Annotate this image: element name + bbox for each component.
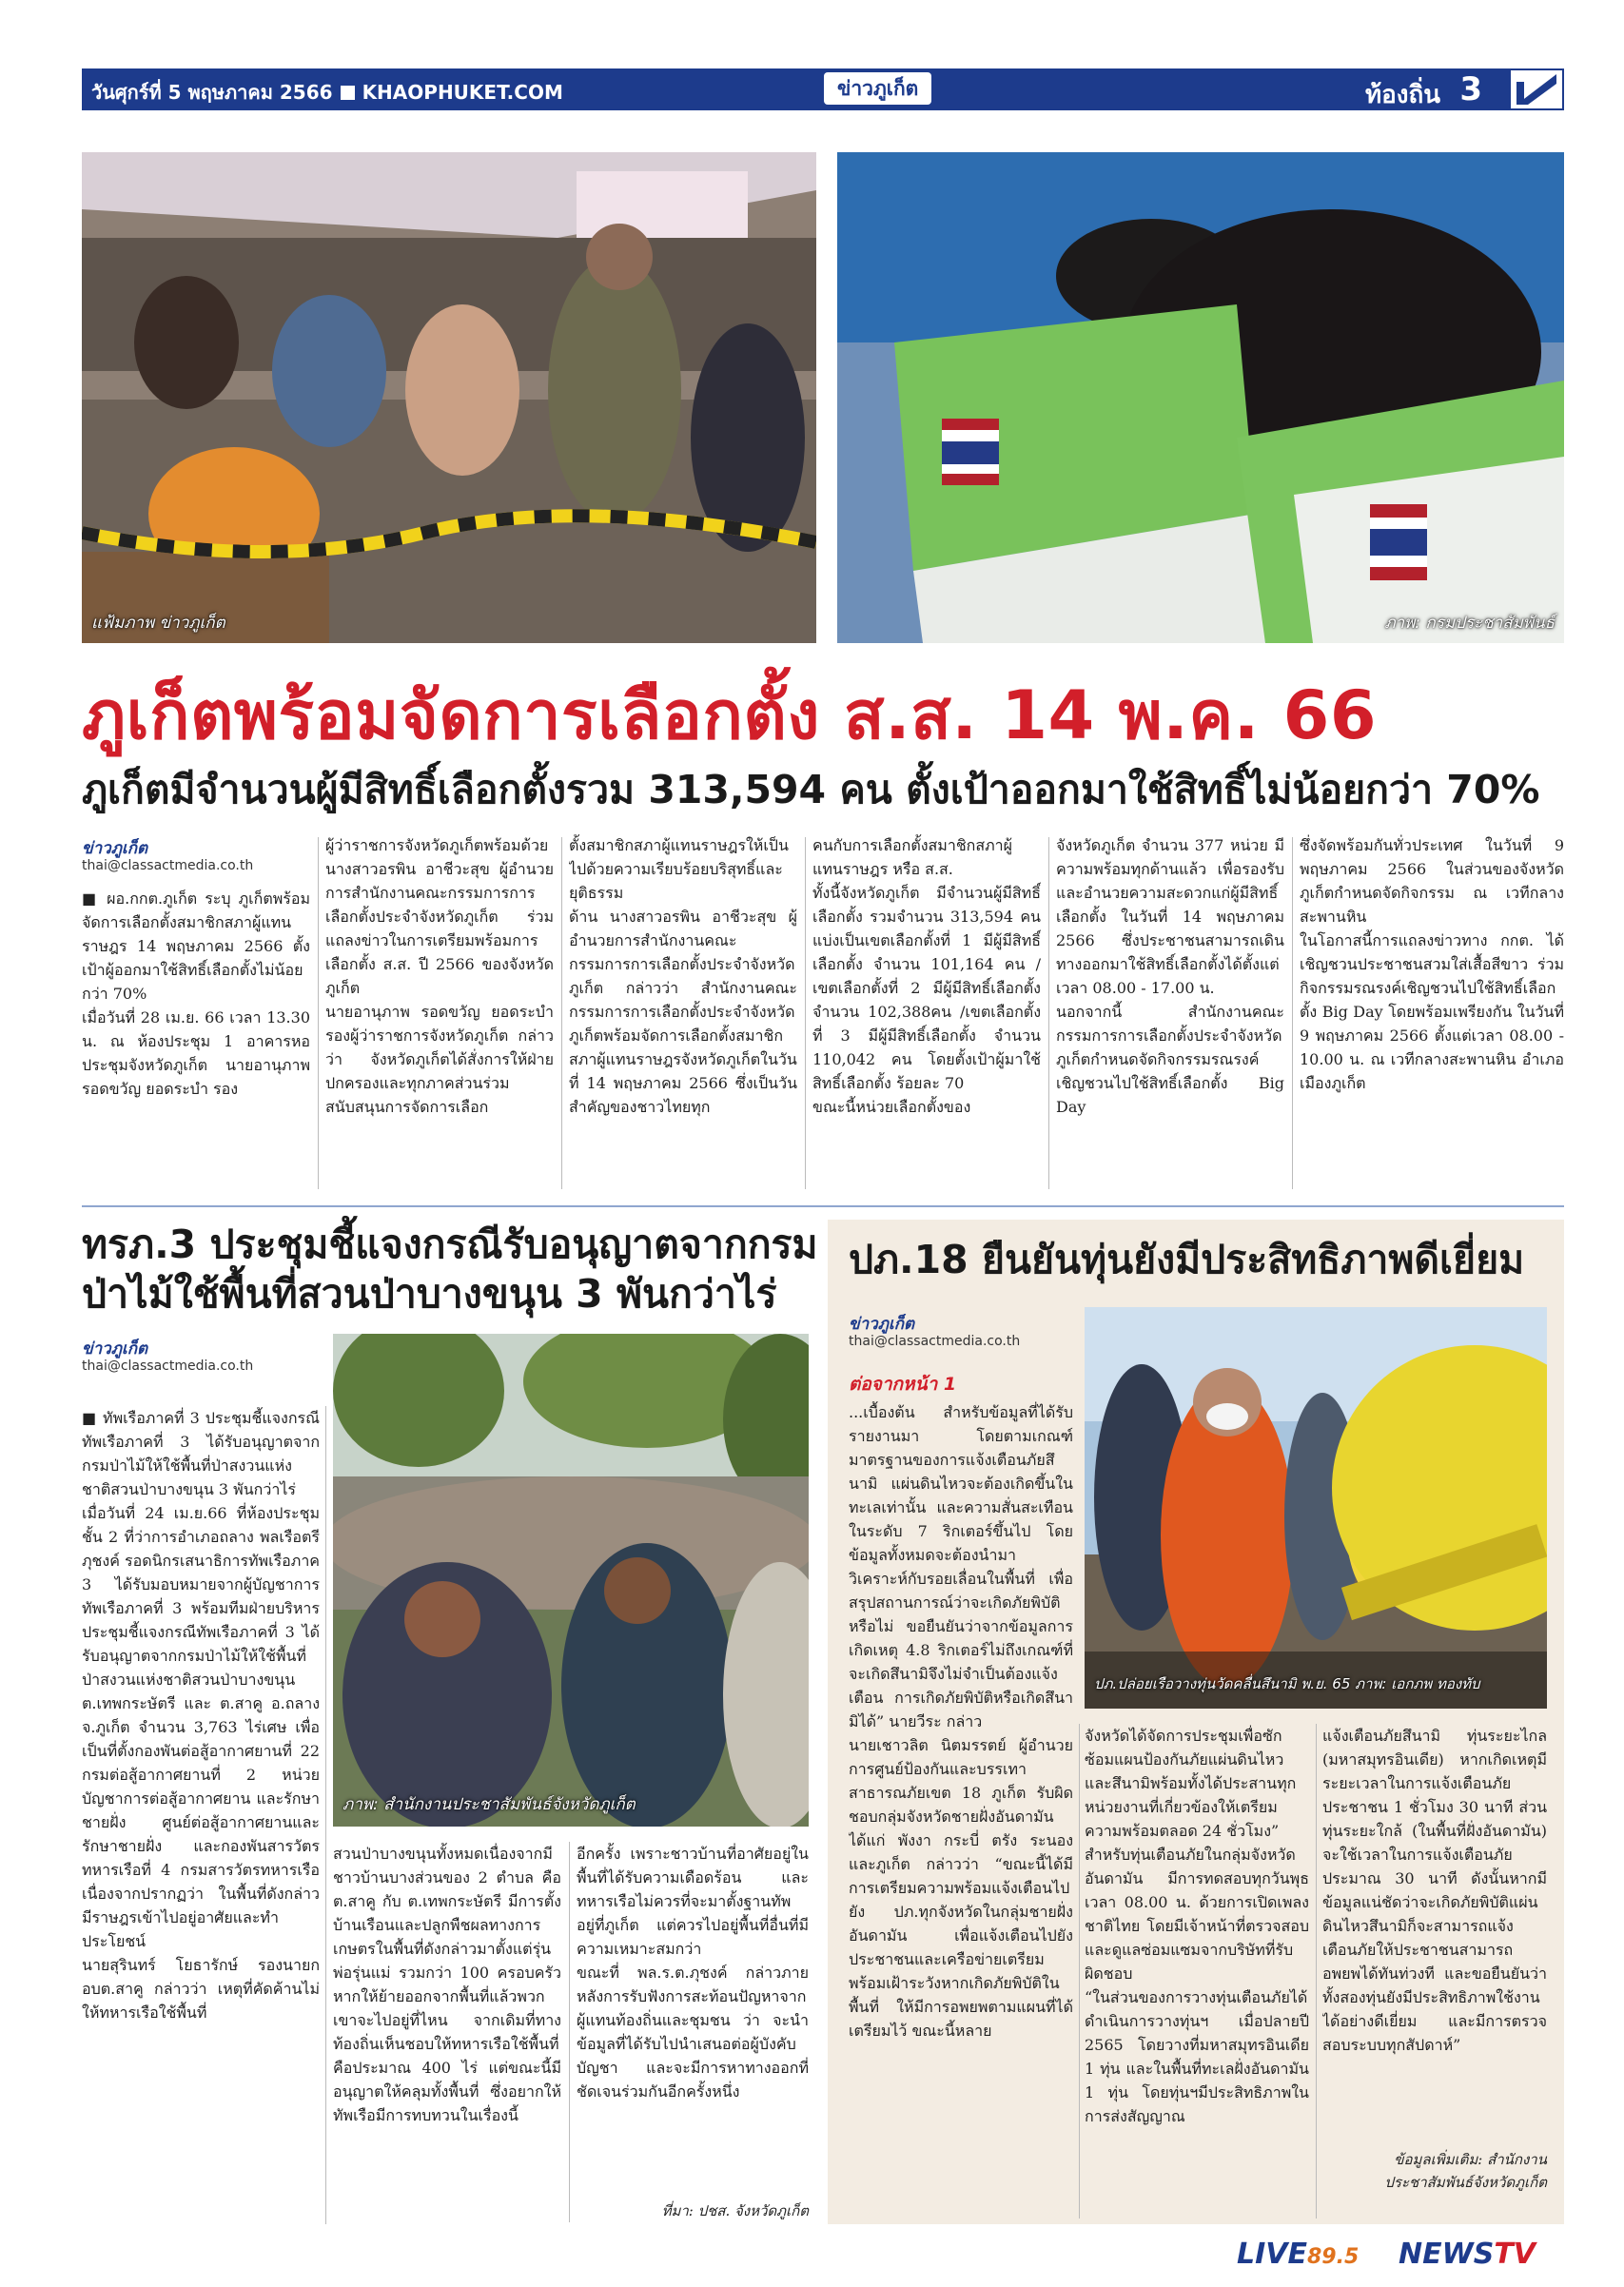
- navy-column-2: สวนป่าบางขนุนทั้งหมดเนื่องจากมีชาวบ้านบางส่วนของ 2 ตำบล คือ ต.สาคู กับ ต.เทพกระษัตรี มีการตั้งบ้านเรือนและปลูกพืชผลทางการเกษตรในพื้นที่ดังกล่าวมาตั้งแต่รุ่นพ่อรุ่นแม่ รวมกว่า 100 ครอบครัว หากให้ย้ายออกจากพื้นที่แล้วพวกเขาจะไปอยู่ที่ไหน จากเดิมที่ทางท้องถิ่นเห็นชอบให้ทหารเรือใช้พื้นที่ คือประมาณ 400 ไร่ แต่ขณะนี้มีอนุญาตให้คลุมทั้งพื้นที่ ซึ่งอยากให้ทัพเรือมีการทบทวนในเรื่องนี้: [333, 1845, 561, 2124]
- navy-column-1: ■ ทัพเรือภาคที่ 3 ประชุมชี้แจงกรณี ทัพเรือภาคที่ 3 ได้รับอนุญาตจากกรมป่าไม้ให้ใช้พื้นที่ป่าสงวนแห่งชาติสวนป่าบางขนุน 3 พันกว่าไร่ เมื่อวันที่ 24 เม.ย.66 ที่ห้องประชุม ชั้น 2 ที่ว่าการอำเภอถลาง พลเรือตรี ภุชงค์ รอดนิกรเสนาธิการทัพเรือภาค 3 ได้รับมอบหมายจากผู้บัญชาการทัพเรือภาคที่ 3 พร้อมทีมฝ่ายบริหารประชุมชี้แจงกรณีทัพเรือภาคที่ 3 ได้รับอนุญาตจากกรมป่าไม้ให้ใช้พื้นที่ป่าสงวนแห่งชาติสวนป่าบางขนุน ต.เทพกระษัตรี และ ต.สาคู อ.ถลาง จ.ภูเก็ต จำนวน 3,763 ไร่เศษ เพื่อเป็นที่ตั้งกองพันต่อสู้อากาศยานที่ 22 กรมต่อสู้อากาศยานที่ 2 หน่วยบัญชาการต่อสู้อากาศยาน และรักษาชายฝั่ง ศูนย์ต่อสู้อากาศยานและรักษาชายฝั่ง และกองพันสารวัตรทหารเรือที่ 4 กรมสารวัตรทหารเรือ เนื่องจากปรากฏว่า ในพื้นที่ดังกล่าวมีราษฎรเข้าไปอยู่อาศัยและทำประโยชน์ นายสุรินทร์ โยธารักษ์ รองนายก อบต.สาคู กล่าวว่า เหตุที่คัดค้านไม่ให้ทหารเรือใช้พื้นที่: [82, 1409, 320, 2022]
- section-divider: [82, 1205, 1564, 1207]
- photo-caption: ภาพ: กรมประชาสัมพันธ์: [1384, 614, 1555, 633]
- column-rule: [318, 837, 319, 1189]
- photo-caption: แฟ้มภาพ ข่าวภูเก็ต: [91, 614, 225, 633]
- navy-column-3: อีกครั้ง เพราะชาวบ้านที่อาศัยอยู่ในพื้นที่ได้รับความเดือดร้อน และทหารเรือไม่ควรที่จะมาตั้งฐานทัพอยู่ที่ภูเก็ต แต่ควรไปอยู่พื้นที่อื่นที่มีความเหมาะสมกว่า ขณะที่ พล.ร.ต.ภุชงค์ กล่าวภายหลังการรับฟังการสะท้อนปัญหาจากผู้แทนท้องถิ่นและชุมชน ว่า จะนำข้อมูลที่ได้รับไปนำเสนอต่อผู้บังคับบัญชา และจะมีการหาทางออกที่ชัดเจนร่วมกันอีกครั้งหนึ่ง: [577, 1845, 809, 2101]
- page-number: 3: [1459, 70, 1482, 108]
- lead-column-1: ■ ผอ.กกต.ภูเก็ต ระบุ ภูเก็ตพร้อมจัดการเลือกตั้งสมาชิกสภาผู้แทนราษฎร 14 พฤษภาคม 2566 ตั้งเป้าผู้ออกมาใช้สิทธิ์เลือกตั้งไม่น้อยกว่า 70% เมื่อวันที่ 28 เม.ย. 66 เวลา 13.30 น. ณ ห้องประชุม 1 อาคารหอประชุมจังหวัดภูเก็ต นายอานุภาพ รอดขวัญ ยอดระบำ รอง: [82, 889, 310, 1098]
- tsunami-source: [1322, 2148, 1547, 2194]
- continued-from-page-1: ต่อจากหน้า 1: [849, 1374, 957, 1395]
- navy-story-title-line1: ทรภ.3 ประชุมชี้แจงกรณีรับอนุญาตจากกรม: [82, 1222, 818, 1267]
- tv-logo-text: TV: [1494, 2238, 1536, 2271]
- column-rule: [1292, 837, 1293, 1189]
- photo-election-registration-image: [82, 152, 816, 643]
- tsunami-story-title: ปภ.18 ยืนยันทุ่นยังมีประสิทธิภาพดีเยี่ยม: [849, 1237, 1525, 1282]
- website-link[interactable]: KHAOPHUKET.COM: [362, 81, 563, 104]
- photo-navy-meeting-image: [333, 1334, 809, 1827]
- tsunami-byline: ข่าวภูเก็ต: [849, 1315, 915, 1334]
- navy-story-title: [82, 1220, 818, 1319]
- tsunami-source-line1: ข้อมูลเพิ่มเติม: สำนักงาน: [1394, 2151, 1547, 2168]
- photo-voting-booth: [837, 152, 1564, 643]
- lead-subheadline: ภูเก็ตมีจำนวนผู้มีสิทธิ์เลือกตั้งรวม 313,594 คน ตั้งเป้าออกมาใช้สิทธิ์ไม่น้อยกว่า 70%: [82, 767, 1540, 812]
- column-rule: [561, 837, 562, 1189]
- column-rule: [1048, 837, 1049, 1189]
- lead-column-2: ผู้ว่าราชการจังหวัดภูเก็ตพร้อมด้วยนางสาวอรพิน อาชีวะสุข ผู้อำนวยการสำนักงานคณะกรรมการการเลือกตั้งประจำจังหวัดภูเก็ต ร่วมแถลงข่าวในการเตรียมพร้อมการเลือกตั้ง ส.ส. ปี 2566 ของจังหวัดภูเก็ต นายอานุภาพ รอดขวัญ ยอดระบำ รองผู้ว่าราชการจังหวัดภูเก็ต กล่าวว่า จังหวัดภูเก็ตได้สั่งการให้ฝ่ายปกครองและทุกภาคส่วนร่วมสนับสนุนการจัดการเลือก: [325, 836, 554, 1116]
- navy-byline: ข่าวภูเก็ต: [82, 1339, 148, 1359]
- photo-tsunami-buoy-image: [1085, 1307, 1547, 1709]
- navy-source: ที่มา: ปชส. จังหวัดภูเก็ต: [661, 2202, 809, 2219]
- photo-election-registration: [82, 152, 816, 643]
- newspaper-logo: ข่าวภูเก็ต: [824, 72, 931, 105]
- column-rule: [1316, 1724, 1317, 2219]
- column-rule: [805, 837, 806, 1189]
- live-logo-text: LIVE: [1237, 2238, 1307, 2271]
- square-separator-icon: [341, 86, 355, 100]
- tsunami-column-2: จังหวัดได้จัดการประชุมเพื่อซักซ้อมแผนป้องกันภัยแผ่นดินไหวและสึนามิพร้อมทั้งได้ประสานทุกหน่วยงานที่เกี่ยวข้องให้เตรียมความพร้อมตลอด 24 ชั่วโมง” สำหรับทุ่นเตือนภัยในกลุ่มจังหวัดอันดามัน มีการทดสอบทุกวันพุธเวลา 08.00 น. ด้วยการเปิดเพลงชาติไทย โดยมีเจ้าหน้าที่ตรวจสอบและดูแลซ่อมแซมจากบริษัทที่รับผิดชอบ “ในส่วนของการวางทุ่นเตือนภัยได้ดำเนินการวางทุ่นฯ เมื่อปลายปี 2565 โดยวางที่มหาสมุทรอินเดีย 1 ทุ่น และในพื้นที่ทะเลฝั่งอันดามัน 1 ทุ่น โดยทุ่นฯมีประสิทธิภาพในการส่งสัญญาณ: [1085, 1727, 1309, 2125]
- issue-date: วันศุกร์ที่ 5 พฤษภาคม 2566: [91, 81, 333, 104]
- section-name: ท้องถิ่น: [1365, 81, 1440, 109]
- navy-email[interactable]: thai@classactmedia.co.th: [82, 1359, 254, 1374]
- tsunami-source-line2: ประชาสัมพันธ์จังหวัดภูเก็ต: [1384, 2174, 1547, 2191]
- masthead-date-line: [91, 77, 563, 108]
- lead-byline: ข่าวภูเก็ต: [82, 839, 148, 858]
- column-rule: [569, 1842, 570, 2222]
- live-radio-logo: [1237, 2238, 1359, 2272]
- photo-caption: ปภ.ปล่อยเรือวางทุ่นวัดคลื่นสึนามิ พ.ย. 65 ภาพ: เอกภพ ทองทับ: [1094, 1675, 1480, 1692]
- frequency-text: 89.5: [1307, 2245, 1360, 2269]
- tsunami-column-3: แจ้งเตือนภัยสึนามิ ทุ่นระยะไกล (มหาสมุทรอินเดีย) หากเกิดเหตุมีระยะเวลาในการแจ้งเตือนภัยประชาชน 1 ชั่วโมง 30 นาที ส่วนทุ่นระยะใกล้ (ในพื้นที่ฝั่งอันดามัน) จะใช้เวลาในการแจ้งเตือนภัยประมาณ 30 นาที ดังนั้นหากมีข้อมูลแน่ชัดว่าจะเกิดภัยพิบัติแผ่นดินไหวสึนามิก็จะสามารถแจ้งเตือนภัยให้ประชาชนสามารถอพยพได้ทันท่วงที และขอยืนยันว่าทั้งสองทุ่นยังมีประสิทธิภาพใช้งานได้อย่างดีเยี่ยม และมีการตรวจสอบระบบทุกสัปดาห์”: [1322, 1727, 1547, 2054]
- news-logo-text: NEWS: [1399, 2238, 1495, 2271]
- lead-column-4: คนกับการเลือกตั้งสมาชิกสภาผู้แทนราษฎร หรือ ส.ส. ทั้งนี้จังหวัดภูเก็ต มีจำนวนผู้มีสิทธิ์เลือกตั้ง รวมจำนวน 313,594 คน แบ่งเป็นเขตเลือกตั้งที่ 1 มีผู้มีสิทธิ์เลือกตั้ง จำนวน 101,164 คน /เขตเลือกตั้งที่ 2 มีผู้มีสิทธิ์เลือกตั้ง จำนวน 102,388คน /เขตเลือกตั้งที่ 3 มีผู้มีสิทธิ์เลือกตั้ง จำนวน 110,042 คน โดยตั้งเป้าผู้มาใช้สิทธิ์เลือกตั้ง ร้อยละ 70 ขณะนี้หน่วยเลือกตั้งของ: [812, 836, 1041, 1116]
- lead-email[interactable]: thai@classactmedia.co.th: [82, 858, 254, 873]
- navy-story-title-line2: ป่าไม้ใช้พื้นที่สวนป่าบางขนุน 3 พันกว่าไร่: [82, 1271, 777, 1317]
- lead-column-3: ตั้งสมาชิกสภาผู้แทนราษฎรให้เป็นไปด้วยความเรียบร้อยบริสุทธิ์และยุติธรรม ด้าน นางสาวอรพิน อาชีวะสุข ผู้อำนวยการสำนักงานคณะกรรมการการเลือกตั้งประจำจังหวัดภูเก็ต กล่าวว่า สำนักงานคณะกรรมการการเลือกตั้งประจำจังหวัดภูเก็ตพร้อมจัดการเลือกตั้งสมาชิกสภาผู้แทนราษฎรจังหวัดภูเก็ตในวันที่ 14 พฤษภาคม 2566 ซึ่งเป็นวันสำคัญของชาวไทยทุก: [569, 836, 797, 1116]
- tsunami-column-1: ...เบื้องต้น สำหรับข้อมูลที่ได้รับรายงานมา โดยตามเกณฑ์มาตรฐานของการแจ้งเตือนภัยสึนามิ แผ่นดินไหวจะต้องเกิดขึ้นในทะเลเท่านั้น และความสั่นสะเทือนในระดับ 7 ริกเตอร์ขึ้นไป โดยข้อมูลทั้งหมดจะต้องนำมาวิเคราะห์กับรอยเลื่อนในพื้นที่ เพื่อสรุปสถานการณ์ว่าจะเกิดภัยพิบัติหรือไม่ ขอยืนยันว่าจากข้อมูลการเกิดเหตุ 4.8 ริกเตอร์ไม่ถึงเกณฑ์ที่จะเกิดสึนามิจึงไม่จำเป็นต้องแจ้งเตือน การเกิดภัยพิบัติหรือเกิดสึนามิได้” นายวีระ กล่าว นายเชาวลิต นิตมรรตย์ ผู้อำนวยการศูนย์ป้องกันและบรรเทาสาธารณภัยเขต 18 ภูเก็ต รับผิดชอบกลุ่มจังหวัดชายฝั่งอันดามันได้แก่ พังงา กระบี่ ตรัง ระนอง และภูเก็ต กล่าวว่า “ขณะนี้ได้มีการเตรียมความพร้อมแจ้งเตือนไปยัง ปภ.ทุกจังหวัดในกลุ่มชายฝั่งอันดามัน เพื่อแจ้งเตือนไปยังประชาชนและเครือข่ายเตรียมพร้อมเฝ้าระวังหากเกิดภัยพิบัติในพื้นที่ ให้มีการอพยพตามแผนที่ได้เตรียมไว้ ขณะนี้หลาย: [849, 1403, 1073, 2040]
- column-rule: [325, 1406, 326, 2224]
- corner-arrow-icon: [1509, 68, 1564, 110]
- lead-column-5: จังหวัดภูเก็ต จำนวน 377 หน่วย มีความพร้อมทุกด้านแล้ว เพื่อรองรับและอำนวยความสะดวกแก่ผู้มีสิทธิ์เลือกตั้ง ในวันที่ 14 พฤษภาคม 2566 ซึ่งประชาชนสามารถเดินทางออกมาใช้สิทธิ์เลือกตั้งได้ตั้งแต่เวลา 08.00 - 17.00 น. นอกจากนี้ สำนักงานคณะกรรมการการเลือกตั้งประจำจังหวัดภูเก็ตกำหนดจัดกิจกรรมรณรงค์เชิญชวนไปใช้สิทธิ์เลือกตั้ง Big Day: [1056, 836, 1284, 1116]
- lead-column-6: ซึ่งจัดพร้อมกันทั่วประเทศ ในวันที่ 9 พฤษภาคม 2566 ในส่วนของจังหวัดภูเก็ตกำหนดจัดกิจกรรม ณ เวทีกลางสะพานหิน ในโอกาสนี้การแถลงข่าวทาง กกต. ได้เชิญชวนประชาชนสวมใส่เสื้อสีขาว ร่วมกิจกรรมรณรงค์เชิญชวนไปใช้สิทธิ์เลือกตั้ง Big Day โดยพร้อมเพรียงกัน ในวันที่ 9 พฤษภาคม 2566 ตั้งแต่เวลา 08.00 - 10.00 น. ณ เวทีกลางสะพานหิน อำเภอเมืองภูเก็ต: [1300, 836, 1564, 1092]
- photo-tsunami-buoy: [1085, 1307, 1547, 1709]
- news-tv-logo: [1399, 2238, 1536, 2272]
- lead-headline: ภูเก็ตพร้อมจัดการเลือกตั้ง ส.ส. 14 พ.ค. 66: [82, 676, 1378, 754]
- photo-navy-meeting: [333, 1334, 809, 1827]
- photo-caption: ภาพ: สำนักงานประชาสัมพันธ์จังหวัดภูเก็ต: [342, 1795, 636, 1814]
- tsunami-email[interactable]: thai@classactmedia.co.th: [849, 1334, 1021, 1349]
- masthead: [82, 68, 1564, 110]
- column-rule: [1079, 1724, 1080, 2219]
- photo-voting-booth-image: [837, 152, 1564, 643]
